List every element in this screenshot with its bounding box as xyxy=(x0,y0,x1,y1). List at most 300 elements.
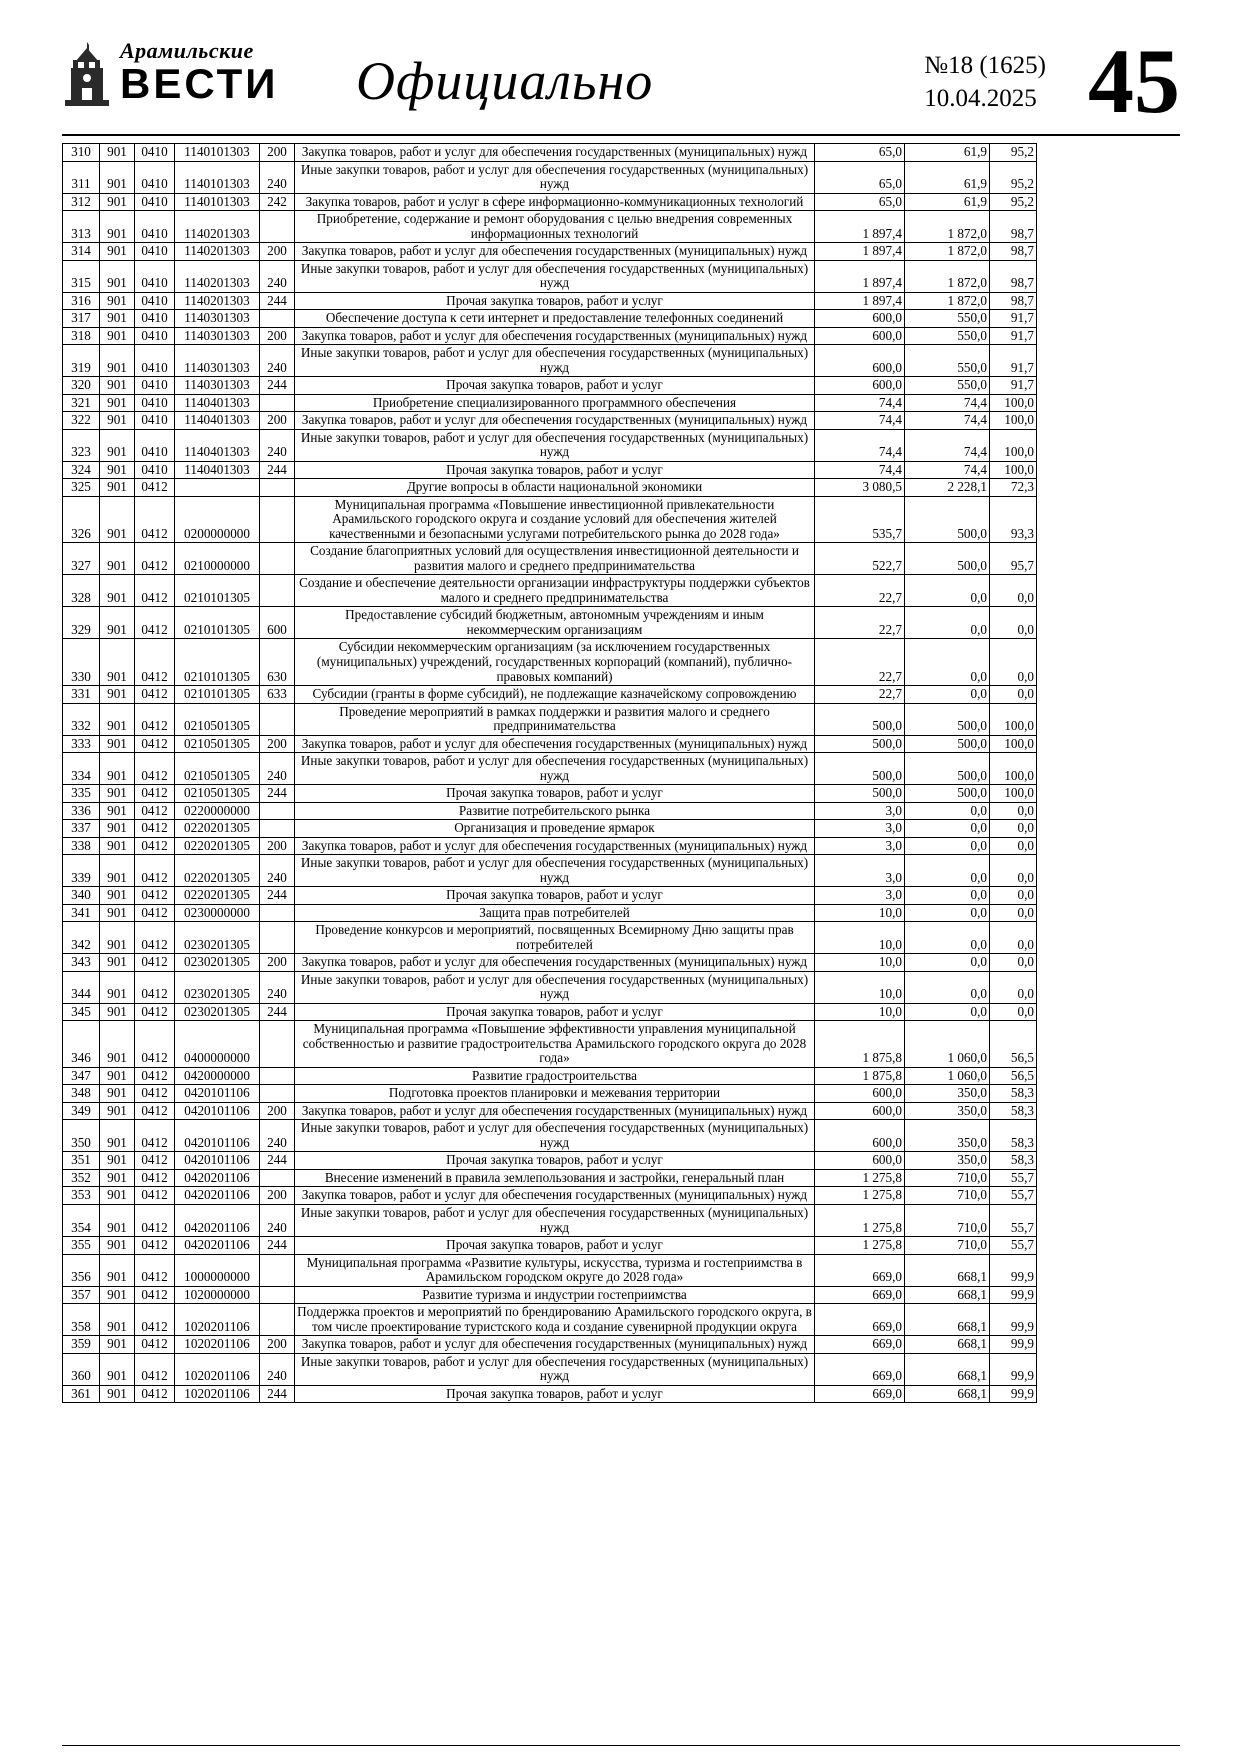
section-code-cell: 0412 xyxy=(135,496,175,543)
execution-percent-cell: 100,0 xyxy=(990,735,1037,753)
target-article-cell xyxy=(175,479,260,497)
admin-code-cell: 901 xyxy=(100,575,135,607)
expense-name-cell: Закупка товаров, работ и услуг для обеспечения государственных (муниципальных) нужд xyxy=(295,1102,815,1120)
executed-amount-cell: 500,0 xyxy=(905,496,990,543)
planned-amount-cell: 600,0 xyxy=(815,1152,905,1170)
section-code-cell: 0412 xyxy=(135,1169,175,1187)
section-code-cell: 0412 xyxy=(135,1152,175,1170)
planned-amount-cell: 74,4 xyxy=(815,429,905,461)
planned-amount-cell: 74,4 xyxy=(815,412,905,430)
row-number-cell: 352 xyxy=(63,1169,100,1187)
section-code-cell: 0412 xyxy=(135,1021,175,1068)
execution-percent-cell: 99,9 xyxy=(990,1385,1037,1403)
section-code-cell: 0410 xyxy=(135,327,175,345)
admin-code-cell: 901 xyxy=(100,954,135,972)
execution-percent-cell: 72,3 xyxy=(990,479,1037,497)
expense-type-cell xyxy=(260,703,295,735)
execution-percent-cell: 55,7 xyxy=(990,1205,1037,1237)
execution-percent-cell: 55,7 xyxy=(990,1237,1037,1255)
target-article-cell: 1020201106 xyxy=(175,1353,260,1385)
executed-amount-cell: 74,4 xyxy=(905,412,990,430)
table-row xyxy=(63,971,1037,1003)
executed-amount-cell: 550,0 xyxy=(905,377,990,395)
table-row xyxy=(63,377,1037,395)
expense-name-cell: Иные закупки товаров, работ и услуг для обеспечения государственных (муниципальных) нужд xyxy=(295,1353,815,1385)
planned-amount-cell: 500,0 xyxy=(815,703,905,735)
expense-name-cell: Закупка товаров, работ и услуг для обеспечения государственных (муниципальных) нужд xyxy=(295,1187,815,1205)
execution-percent-cell: 0,0 xyxy=(990,904,1037,922)
row-number-cell: 333 xyxy=(63,735,100,753)
admin-code-cell: 901 xyxy=(100,1336,135,1354)
executed-amount-cell: 1 060,0 xyxy=(905,1067,990,1085)
planned-amount-cell: 10,0 xyxy=(815,904,905,922)
target-article-cell: 1140401303 xyxy=(175,412,260,430)
expense-type-cell: 200 xyxy=(260,735,295,753)
expense-name-cell: Иные закупки товаров, работ и услуг для обеспечения государственных (муниципальных) нужд xyxy=(295,855,815,887)
target-article-cell: 0220201305 xyxy=(175,820,260,838)
expense-type-cell xyxy=(260,310,295,328)
row-number-cell: 346 xyxy=(63,1021,100,1068)
section-code-cell: 0412 xyxy=(135,1102,175,1120)
target-article-cell: 0420201106 xyxy=(175,1205,260,1237)
expense-type-cell: 200 xyxy=(260,1336,295,1354)
table-row xyxy=(63,1003,1037,1021)
expense-type-cell xyxy=(260,575,295,607)
row-number-cell: 348 xyxy=(63,1085,100,1103)
expense-type-cell: 244 xyxy=(260,1152,295,1170)
expense-name-cell: Предоставление субсидий бюджетным, автономным учреждениям и иным некоммерческим организациям xyxy=(295,607,815,639)
row-number-cell: 314 xyxy=(63,243,100,261)
admin-code-cell: 901 xyxy=(100,820,135,838)
admin-code-cell: 901 xyxy=(100,971,135,1003)
planned-amount-cell: 74,4 xyxy=(815,394,905,412)
section-code-cell: 0412 xyxy=(135,703,175,735)
table-row xyxy=(63,1254,1037,1286)
target-article-cell: 1140201303 xyxy=(175,292,260,310)
admin-code-cell: 901 xyxy=(100,479,135,497)
table-row xyxy=(63,1304,1037,1336)
planned-amount-cell: 22,7 xyxy=(815,686,905,704)
execution-percent-cell: 56,5 xyxy=(990,1067,1037,1085)
planned-amount-cell: 669,0 xyxy=(815,1385,905,1403)
expense-type-cell: 240 xyxy=(260,260,295,292)
admin-code-cell: 901 xyxy=(100,1067,135,1085)
expense-name-cell: Внесение изменений в правила землепользования и застройки, генеральный план xyxy=(295,1169,815,1187)
row-number-cell: 358 xyxy=(63,1304,100,1336)
executed-amount-cell: 668,1 xyxy=(905,1304,990,1336)
expense-type-cell xyxy=(260,802,295,820)
admin-code-cell: 901 xyxy=(100,412,135,430)
executed-amount-cell: 0,0 xyxy=(905,575,990,607)
target-article-cell: 1140301303 xyxy=(175,377,260,395)
executed-amount-cell: 1 060,0 xyxy=(905,1021,990,1068)
row-number-cell: 319 xyxy=(63,345,100,377)
row-number-cell: 350 xyxy=(63,1120,100,1152)
brand-text xyxy=(120,38,279,107)
table-row xyxy=(63,211,1037,243)
execution-percent-cell: 58,3 xyxy=(990,1085,1037,1103)
planned-amount-cell: 500,0 xyxy=(815,785,905,803)
executed-amount-cell: 1 872,0 xyxy=(905,243,990,261)
section-code-cell: 0412 xyxy=(135,1336,175,1354)
planned-amount-cell: 522,7 xyxy=(815,543,905,575)
row-number-cell: 360 xyxy=(63,1353,100,1385)
target-article-cell: 0420101106 xyxy=(175,1152,260,1170)
section-code-cell: 0410 xyxy=(135,211,175,243)
expense-name-cell: Поддержка проектов и мероприятий по брендированию Арамильского городского округа, в том числе проектирование туристского кода и создание сувенирной продукции округа xyxy=(295,1304,815,1336)
row-number-cell: 320 xyxy=(63,377,100,395)
table-row xyxy=(63,820,1037,838)
admin-code-cell: 901 xyxy=(100,1003,135,1021)
executed-amount-cell: 500,0 xyxy=(905,785,990,803)
executed-amount-cell: 350,0 xyxy=(905,1085,990,1103)
row-number-cell: 337 xyxy=(63,820,100,838)
row-number-cell: 342 xyxy=(63,922,100,954)
row-number-cell: 335 xyxy=(63,785,100,803)
table-row xyxy=(63,1237,1037,1255)
admin-code-cell: 901 xyxy=(100,211,135,243)
admin-code-cell: 901 xyxy=(100,904,135,922)
expense-name-cell: Закупка товаров, работ и услуг для обеспечения государственных (муниципальных) нужд xyxy=(295,1336,815,1354)
table-row xyxy=(63,753,1037,785)
expense-type-cell xyxy=(260,543,295,575)
expense-name-cell: Прочая закупка товаров, работ и услуг xyxy=(295,1152,815,1170)
executed-amount-cell: 0,0 xyxy=(905,837,990,855)
executed-amount-cell: 350,0 xyxy=(905,1102,990,1120)
row-number-cell: 316 xyxy=(63,292,100,310)
planned-amount-cell: 3,0 xyxy=(815,837,905,855)
target-article-cell: 1140101303 xyxy=(175,144,260,162)
section-code-cell: 0410 xyxy=(135,394,175,412)
section-code-cell: 0412 xyxy=(135,1205,175,1237)
table-row xyxy=(63,144,1037,162)
executed-amount-cell: 668,1 xyxy=(905,1254,990,1286)
row-number-cell: 351 xyxy=(63,1152,100,1170)
admin-code-cell: 901 xyxy=(100,855,135,887)
execution-percent-cell: 99,9 xyxy=(990,1286,1037,1304)
expense-type-cell: 244 xyxy=(260,1003,295,1021)
section-code-cell: 0412 xyxy=(135,1237,175,1255)
expense-type-cell xyxy=(260,922,295,954)
brand-name-bottom: ВЕСТИ xyxy=(120,60,279,107)
table-row xyxy=(63,193,1037,211)
admin-code-cell: 901 xyxy=(100,543,135,575)
admin-code-cell: 901 xyxy=(100,639,135,686)
row-number-cell: 327 xyxy=(63,543,100,575)
expense-type-cell xyxy=(260,820,295,838)
section-code-cell: 0412 xyxy=(135,639,175,686)
executed-amount-cell: 74,4 xyxy=(905,394,990,412)
expense-name-cell: Субсидии (гранты в форме субсидий), не подлежащие казначейскому сопровождению xyxy=(295,686,815,704)
admin-code-cell: 901 xyxy=(100,1169,135,1187)
table-row xyxy=(63,703,1037,735)
executed-amount-cell: 710,0 xyxy=(905,1237,990,1255)
target-article-cell: 0210101305 xyxy=(175,686,260,704)
execution-percent-cell: 0,0 xyxy=(990,855,1037,887)
expense-name-cell: Приобретение специализированного программного обеспечения xyxy=(295,394,815,412)
section-code-cell: 0412 xyxy=(135,971,175,1003)
table-row xyxy=(63,904,1037,922)
expense-type-cell: 200 xyxy=(260,1102,295,1120)
execution-percent-cell: 0,0 xyxy=(990,639,1037,686)
target-article-cell: 1020201106 xyxy=(175,1304,260,1336)
executed-amount-cell: 0,0 xyxy=(905,887,990,905)
admin-code-cell: 901 xyxy=(100,802,135,820)
execution-percent-cell: 0,0 xyxy=(990,837,1037,855)
expense-type-cell: 633 xyxy=(260,686,295,704)
table-row xyxy=(63,1102,1037,1120)
expense-type-cell: 240 xyxy=(260,971,295,1003)
expense-type-cell: 200 xyxy=(260,1187,295,1205)
planned-amount-cell: 500,0 xyxy=(815,735,905,753)
planned-amount-cell: 3 080,5 xyxy=(815,479,905,497)
execution-percent-cell: 0,0 xyxy=(990,820,1037,838)
target-article-cell: 1140401303 xyxy=(175,429,260,461)
row-number-cell: 317 xyxy=(63,310,100,328)
admin-code-cell: 901 xyxy=(100,1085,135,1103)
expense-type-cell: 200 xyxy=(260,243,295,261)
admin-code-cell: 901 xyxy=(100,837,135,855)
planned-amount-cell: 22,7 xyxy=(815,575,905,607)
row-number-cell: 318 xyxy=(63,327,100,345)
row-number-cell: 357 xyxy=(63,1286,100,1304)
admin-code-cell: 901 xyxy=(100,887,135,905)
row-number-cell: 324 xyxy=(63,461,100,479)
planned-amount-cell: 3,0 xyxy=(815,802,905,820)
executed-amount-cell: 74,4 xyxy=(905,429,990,461)
section-code-cell: 0412 xyxy=(135,1120,175,1152)
section-code-cell: 0410 xyxy=(135,243,175,261)
issue-date: 10.04.2025 xyxy=(924,84,1037,112)
section-code-cell: 0412 xyxy=(135,922,175,954)
execution-percent-cell: 91,7 xyxy=(990,377,1037,395)
planned-amount-cell: 1 897,4 xyxy=(815,243,905,261)
budget-table-body xyxy=(63,144,1037,1403)
section-code-cell: 0410 xyxy=(135,310,175,328)
admin-code-cell: 901 xyxy=(100,377,135,395)
row-number-cell: 334 xyxy=(63,753,100,785)
target-article-cell: 0420000000 xyxy=(175,1067,260,1085)
execution-percent-cell: 100,0 xyxy=(990,412,1037,430)
execution-percent-cell: 99,9 xyxy=(990,1353,1037,1385)
expense-name-cell: Развитие градостроительства xyxy=(295,1067,815,1085)
executed-amount-cell: 668,1 xyxy=(905,1336,990,1354)
admin-code-cell: 901 xyxy=(100,1286,135,1304)
admin-code-cell: 901 xyxy=(100,922,135,954)
section-code-cell: 0412 xyxy=(135,686,175,704)
expense-name-cell: Проведение конкурсов и мероприятий, посвященных Всемирному Дню защиты прав потребителей xyxy=(295,922,815,954)
table-row xyxy=(63,1353,1037,1385)
planned-amount-cell: 1 875,8 xyxy=(815,1067,905,1085)
executed-amount-cell: 668,1 xyxy=(905,1385,990,1403)
expense-name-cell: Муниципальная программа «Развитие культуры, искусства, туризма и гостеприимства в Арамильском городском округе до 2028 года» xyxy=(295,1254,815,1286)
issue-number: №18 (1625) xyxy=(924,52,1046,79)
masthead xyxy=(62,30,1180,132)
planned-amount-cell: 1 897,4 xyxy=(815,211,905,243)
execution-percent-cell: 93,3 xyxy=(990,496,1037,543)
admin-code-cell: 901 xyxy=(100,1385,135,1403)
executed-amount-cell: 61,9 xyxy=(905,193,990,211)
expense-name-cell: Прочая закупка товаров, работ и услуг xyxy=(295,1003,815,1021)
expense-type-cell xyxy=(260,1021,295,1068)
expense-name-cell: Закупка товаров, работ и услуг в сфере информационно-коммуникационных технологий xyxy=(295,193,815,211)
expense-type-cell: 242 xyxy=(260,193,295,211)
expense-name-cell: Организация и проведение ярмарок xyxy=(295,820,815,838)
executed-amount-cell: 500,0 xyxy=(905,753,990,785)
target-article-cell: 0210501305 xyxy=(175,753,260,785)
table-row xyxy=(63,310,1037,328)
tower-logo-icon xyxy=(62,42,112,106)
table-row xyxy=(63,161,1037,193)
expense-type-cell xyxy=(260,1304,295,1336)
table-row xyxy=(63,887,1037,905)
executed-amount-cell: 350,0 xyxy=(905,1120,990,1152)
issue-info xyxy=(924,50,1046,115)
expense-name-cell: Создание благоприятных условий для осуществления инвестиционной деятельности и развития малого и среднего предпринимательства xyxy=(295,543,815,575)
executed-amount-cell: 0,0 xyxy=(905,802,990,820)
expense-name-cell: Закупка товаров, работ и услуг для обеспечения государственных (муниципальных) нужд xyxy=(295,412,815,430)
execution-percent-cell: 98,7 xyxy=(990,243,1037,261)
row-number-cell: 339 xyxy=(63,855,100,887)
target-article-cell: 0210000000 xyxy=(175,543,260,575)
table-row xyxy=(63,639,1037,686)
execution-percent-cell: 58,3 xyxy=(990,1120,1037,1152)
execution-percent-cell: 100,0 xyxy=(990,753,1037,785)
target-article-cell: 1140101303 xyxy=(175,193,260,211)
target-article-cell: 0420201106 xyxy=(175,1187,260,1205)
execution-percent-cell: 91,7 xyxy=(990,310,1037,328)
expense-name-cell: Закупка товаров, работ и услуг для обеспечения государственных (муниципальных) нужд xyxy=(295,144,815,162)
row-number-cell: 344 xyxy=(63,971,100,1003)
planned-amount-cell: 669,0 xyxy=(815,1254,905,1286)
execution-percent-cell: 0,0 xyxy=(990,607,1037,639)
admin-code-cell: 901 xyxy=(100,1021,135,1068)
admin-code-cell: 901 xyxy=(100,496,135,543)
target-article-cell: 0420101106 xyxy=(175,1102,260,1120)
row-number-cell: 326 xyxy=(63,496,100,543)
admin-code-cell: 901 xyxy=(100,703,135,735)
expense-name-cell: Муниципальная программа «Повышение инвестиционной привлекательности Арамильского городского округа и создание условий для обеспечения жителей качественными и безопасными услугами потребительского рынка до 2028 года» xyxy=(295,496,815,543)
target-article-cell: 1140401303 xyxy=(175,461,260,479)
execution-percent-cell: 0,0 xyxy=(990,575,1037,607)
executed-amount-cell: 500,0 xyxy=(905,703,990,735)
expense-name-cell: Иные закупки товаров, работ и услуг для обеспечения государственных (муниципальных) нужд xyxy=(295,260,815,292)
expense-type-cell: 244 xyxy=(260,461,295,479)
admin-code-cell: 901 xyxy=(100,1353,135,1385)
target-article-cell: 1140201303 xyxy=(175,211,260,243)
executed-amount-cell: 500,0 xyxy=(905,735,990,753)
executed-amount-cell: 2 228,1 xyxy=(905,479,990,497)
expense-name-cell: Иные закупки товаров, работ и услуг для обеспечения государственных (муниципальных) нужд xyxy=(295,753,815,785)
executed-amount-cell: 1 872,0 xyxy=(905,292,990,310)
executed-amount-cell: 710,0 xyxy=(905,1187,990,1205)
section-code-cell: 0412 xyxy=(135,479,175,497)
expense-name-cell: Иные закупки товаров, работ и услуг для обеспечения государственных (муниципальных) нужд xyxy=(295,161,815,193)
executed-amount-cell: 0,0 xyxy=(905,971,990,1003)
planned-amount-cell: 10,0 xyxy=(815,954,905,972)
table-row xyxy=(63,1169,1037,1187)
row-number-cell: 331 xyxy=(63,686,100,704)
table-row xyxy=(63,922,1037,954)
table-row xyxy=(63,1205,1037,1237)
execution-percent-cell: 55,7 xyxy=(990,1187,1037,1205)
target-article-cell: 0230201305 xyxy=(175,954,260,972)
table-row xyxy=(63,607,1037,639)
executed-amount-cell: 1 872,0 xyxy=(905,211,990,243)
executed-amount-cell: 668,1 xyxy=(905,1286,990,1304)
section-code-cell: 0412 xyxy=(135,1254,175,1286)
row-number-cell: 349 xyxy=(63,1102,100,1120)
target-article-cell: 1140201303 xyxy=(175,243,260,261)
section-code-cell: 0412 xyxy=(135,1067,175,1085)
execution-percent-cell: 95,2 xyxy=(990,193,1037,211)
table-row xyxy=(63,496,1037,543)
admin-code-cell: 901 xyxy=(100,243,135,261)
execution-percent-cell: 0,0 xyxy=(990,1003,1037,1021)
planned-amount-cell: 600,0 xyxy=(815,345,905,377)
expense-name-cell: Прочая закупка товаров, работ и услуг xyxy=(295,461,815,479)
target-article-cell: 0210501305 xyxy=(175,735,260,753)
target-article-cell: 1140201303 xyxy=(175,260,260,292)
expense-type-cell: 240 xyxy=(260,1120,295,1152)
expense-name-cell: Иные закупки товаров, работ и услуг для обеспечения государственных (муниципальных) нужд xyxy=(295,345,815,377)
target-article-cell: 0220201305 xyxy=(175,887,260,905)
section-code-cell: 0412 xyxy=(135,887,175,905)
admin-code-cell: 901 xyxy=(100,1205,135,1237)
admin-code-cell: 901 xyxy=(100,429,135,461)
table-row xyxy=(63,429,1037,461)
expense-type-cell: 240 xyxy=(260,161,295,193)
planned-amount-cell: 1 275,8 xyxy=(815,1187,905,1205)
table-row xyxy=(63,837,1037,855)
admin-code-cell: 901 xyxy=(100,144,135,162)
row-number-cell: 312 xyxy=(63,193,100,211)
executed-amount-cell: 710,0 xyxy=(905,1169,990,1187)
section-code-cell: 0412 xyxy=(135,837,175,855)
target-article-cell: 0230201305 xyxy=(175,1003,260,1021)
expense-name-cell: Иные закупки товаров, работ и услуг для обеспечения государственных (муниципальных) нужд xyxy=(295,1120,815,1152)
executed-amount-cell: 550,0 xyxy=(905,327,990,345)
expense-name-cell: Муниципальная программа «Повышение эффективности управления муниципальной собственностью и развитие градостроительства Арамильского городского округа до 2028 года» xyxy=(295,1021,815,1068)
budget-table xyxy=(62,143,1037,1403)
planned-amount-cell: 10,0 xyxy=(815,922,905,954)
executed-amount-cell: 0,0 xyxy=(905,639,990,686)
table-row xyxy=(63,260,1037,292)
expense-type-cell: 244 xyxy=(260,1237,295,1255)
row-number-cell: 345 xyxy=(63,1003,100,1021)
executed-amount-cell: 550,0 xyxy=(905,345,990,377)
expense-type-cell: 244 xyxy=(260,377,295,395)
section-code-cell: 0412 xyxy=(135,1385,175,1403)
table-row xyxy=(63,1021,1037,1068)
expense-name-cell: Иные закупки товаров, работ и услуг для обеспечения государственных (муниципальных) нужд xyxy=(295,429,815,461)
section-code-cell: 0412 xyxy=(135,954,175,972)
execution-percent-cell: 100,0 xyxy=(990,461,1037,479)
admin-code-cell: 901 xyxy=(100,607,135,639)
planned-amount-cell: 600,0 xyxy=(815,1102,905,1120)
target-article-cell: 0210501305 xyxy=(175,703,260,735)
table-row xyxy=(63,575,1037,607)
table-row xyxy=(63,802,1037,820)
planned-amount-cell: 669,0 xyxy=(815,1304,905,1336)
expense-name-cell: Закупка товаров, работ и услуг для обеспечения государственных (муниципальных) нужд xyxy=(295,327,815,345)
expense-type-cell xyxy=(260,1169,295,1187)
execution-percent-cell: 55,7 xyxy=(990,1169,1037,1187)
expense-name-cell: Прочая закупка товаров, работ и услуг xyxy=(295,887,815,905)
section-code-cell: 0410 xyxy=(135,429,175,461)
target-article-cell: 1000000000 xyxy=(175,1254,260,1286)
planned-amount-cell: 1 275,8 xyxy=(815,1237,905,1255)
